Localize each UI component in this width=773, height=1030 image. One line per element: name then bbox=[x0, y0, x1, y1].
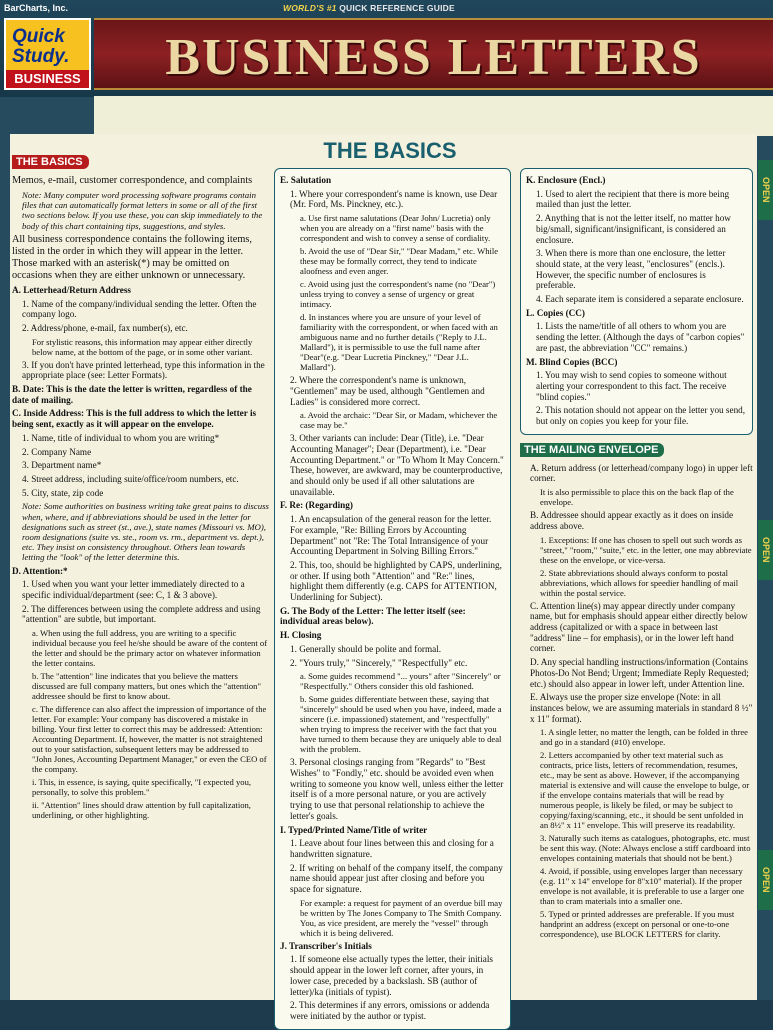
list-item: 2. This determines if any errors, omissions or addenda were initiated by the author or typist. bbox=[290, 1000, 490, 1021]
logo-line-quick: Quick bbox=[12, 26, 65, 47]
enclosure-box bbox=[520, 168, 753, 435]
list-subitem: d. In instances where you are unsure of your level of familiarity with the correspondent, or when faced with an ambiguous name and no further details ("Reply to J.L. Mallard"), it is permissible to use the full name after "Dear"(e.g. "Dear Lucretia Pinckney," "Dear J.L. Mallard"). bbox=[300, 312, 498, 373]
list-item: 1. Used to alert the recipient that there is more being mailed than just the letter. bbox=[536, 188, 730, 210]
list-subitem: a. Some guides recommend "... yours" after "Sincerely" or "Respectfully." Others consider this old fashioned. bbox=[300, 671, 501, 692]
cream-top-band bbox=[94, 96, 773, 136]
item-heading: G. The Body of the Letter: The letter itself (see: individual areas below). bbox=[280, 605, 466, 627]
list-subitem: b. Avoid the use of "Dear Sir," "Dear Madam," etc. While these may be formally correct, they tend to indicate aloofness and even anger. bbox=[300, 246, 499, 277]
list-subitem: It is also permissible to place this on the back flap of the envelope. bbox=[540, 487, 734, 508]
item-heading: B. Date: This is the date the letter is written, regardless of the date of mailing. bbox=[12, 384, 252, 405]
list-subitem: 5. Typed or printed addresses are preferable. If you must handprint an address (except on personal or one-to-one correspondence), use BLOCK LETTERS for clarity. bbox=[540, 909, 735, 940]
tagline bbox=[283, 3, 455, 13]
salutation-box bbox=[274, 168, 511, 1030]
list-item: 1. Lists the name/title of all others to whom you are sending the letter. (Although the days of "carbon copies" are past, the abbreviation "CC" remains.) bbox=[536, 321, 745, 353]
list-item: 2. The differences between using the complete address and using "attention" are subtle, but important. bbox=[22, 603, 261, 625]
list-subitem: b. Some guides differentiate between these, saying that "sincerely" should be used when you have, indeed, made a sincere (i.e. impassioned) statement, and "respectfully" when trying to impress the receiver with the fact that you have turned to them because they are uniquely able to deal with the problem. bbox=[300, 694, 502, 755]
list-item: A. Return address (or letterhead/company logo) in upper left corner. bbox=[530, 462, 753, 484]
list-subitem: ii. "Attention" lines should draw attention by full capitalization, underlining, or other highlighting. bbox=[32, 800, 251, 821]
list-item: 2. This notation should not appear on the letter you send, but only on copies you keep for your file. bbox=[536, 405, 746, 427]
note-text: Note: Some authorities on business writing take great pains to discuss when, where, and if abbreviations should be used in the letter for designations such as street (st., ave.), state names (Missouri vs. MO), room designations (suite vs. ste., room vs. rm., department vs. dept.), etc. They insist on consistency throughout. Others lean towards letting the "look" of the letter determine this. bbox=[22, 501, 269, 563]
list-item: 2. Company Name bbox=[22, 446, 92, 457]
page-title: BUSINESS LETTERS bbox=[165, 29, 702, 86]
list-item: 3. Other variants can include: Dear (Title), i.e. "Dear Accounting Manager"; Dear (Department), i.e. "Dear Accounting Department." or "To Whom It May Concern." These, however, are awkward, may be counterproductive, and should only be used if all other salutations are unavailable. bbox=[290, 433, 504, 497]
left-strip bbox=[0, 134, 10, 1000]
section-heading-envelope: THE MAILING ENVELOPE bbox=[520, 443, 664, 457]
list-item: 2. Address/phone, e-mail, fax number(s), etc. bbox=[22, 322, 188, 333]
list-subitem: 2. Letters accompanied by other text material such as contracts, price lists, letters of recommendation, resumes, etc., may be sent as above. However, if the accompanying material is extensive and will cause the envelope to bulge, or if the envelope contains materials that will be read by numerous people, is likely be filed, or may be subject to copying/faxing/scanning, etc., it should be sent unfolded in an 8½" x 11" envelope. This will preserve its readability. bbox=[540, 750, 750, 831]
list-subitem: a. When using the full address, you are writing to a specific individual because you feel he/she should be aware of the content of the letter and should be the primary actor on whatever information the letter contains. bbox=[32, 628, 268, 669]
open-tab: OPEN bbox=[758, 520, 773, 580]
list-item: 2. If writing on behalf of the company itself, the company name should appear just after closing and before you space for signature. bbox=[290, 862, 503, 895]
item-heading: I. Typed/Printed Name/Title of writer bbox=[280, 824, 428, 835]
item-heading: J. Transcriber's Initials bbox=[280, 940, 372, 951]
list-item: 1. An encapsulation of the general reason for the letter. For example, "Re: Billing Errors by Accounting Department" not "Re: The Total Intransigence of your Accounting Department in Solving Billing Errors." bbox=[290, 514, 492, 557]
column-basics bbox=[12, 155, 269, 1000]
list-item: 1. Leave about four lines between this and closing for a handwritten signature. bbox=[290, 838, 494, 859]
list-item: 1. Used when you want your letter immediately directed to a specific individual/department (see: C, 1 & 3 above). bbox=[22, 579, 245, 600]
list-item: C. Attention line(s) may appear directly under company name, but for emphasis should appear either directly below address (capitalized or with a space in between last "address" line – for emphasis), or in the lower left hand corner. bbox=[530, 600, 748, 654]
logo-line-study: Study. bbox=[12, 46, 70, 67]
item-heading: A. Letterhead/Return Address bbox=[12, 284, 132, 295]
list-item: 1. If someone else actually types the letter, their initials should appear in the lower left corner, after yours, in lower case, preceded by a backslash. SB (author of letter)/ka (initials of typist). bbox=[290, 954, 493, 997]
open-tab: OPEN bbox=[758, 160, 773, 220]
header bbox=[0, 0, 773, 97]
list-item: 3. If you don't have printed letterhead, type this information in the appropriate place (see: Letter Formats). bbox=[22, 359, 265, 381]
list-item: 1. Name of the company/individual sending the letter. Often the company logo. bbox=[22, 298, 257, 320]
publisher-name: BarCharts, Inc. bbox=[4, 3, 69, 13]
list-item: 5. City, state, zip code bbox=[22, 487, 104, 498]
title-band bbox=[94, 18, 773, 90]
list-item: 2. Where the correspondent's name is unknown, "Gentlemen" may be used, although "Gentlemen and Ladies" is considered more correct. bbox=[290, 375, 485, 407]
list-subitem: 3. Naturally such items as catalogues, photographs, etc. must be sent this way. (Note: Always enclose a stiff cardboard into envelopes containing materials that should not be bent.) bbox=[540, 833, 751, 864]
item-heading: D. Attention:* bbox=[12, 565, 68, 576]
list-subitem: c. The difference can also affect the impression of importance of the letter. For example: Your company has discovered a mistake in billing. Your first letter to correct this may be addressed: Attention: Accounting Department. If, however, the matter is not straightened out to your satisfaction, subsequent letters may be addressed to "John Jones, Accounting Department Manager," or even the CEO of the company. bbox=[32, 704, 267, 775]
list-item: 1. Generally should be polite and formal. bbox=[290, 643, 442, 654]
list-item: 2. Anything that is not the letter itself, no matter how big/small, significant/insignificant, is considered an enclosure. bbox=[536, 213, 731, 245]
column-enclosure-envelope bbox=[520, 168, 753, 1000]
item-heading: F. Re: (Regarding) bbox=[280, 500, 353, 511]
logo-line-business: BUSINESS bbox=[6, 70, 89, 88]
list-subitem: a. Avoid the archaic: "Dear Sir, or Madam, whichever the case may be." bbox=[300, 410, 498, 431]
item-heading: L. Copies (CC) bbox=[526, 307, 585, 318]
list-item: B. Addressee should appear exactly as it does on inside address above. bbox=[530, 510, 734, 531]
list-subitem: a. Use first name salutations (Dear John/ Lucretia) only when you are already on a "first name" basis with the correspondent and wish to convey a sense of cordiality. bbox=[300, 213, 491, 244]
list-item: 1. Where your correspondent's name is known, use Dear (Mr. Ford, Ms. Pinckney, etc.). bbox=[290, 188, 498, 210]
list-item: 1. Name, title of individual to whom you are writing* bbox=[22, 432, 220, 443]
list-item: 2. This, too, should be highlighted by CAPS, underlining, or other. If using both "Attention" and "Re:" lines, highlight them differently (e.g. CAPS for ATTENTION, Underlining for Subject). bbox=[290, 559, 502, 603]
list-item: E. Always use the proper size envelope (Note: in all instances below, we are assuming materials in standard 8 ½" x 11" format). bbox=[530, 692, 753, 724]
list-item: 3. Personal closings ranging from "Regards" to "Best Wishes" to "Fondly," etc. should be avoided even when writing to someone you know well, unless either the letter itself is of a more personal nature, or you are actively trying to use that personal relationship to achieve the letter's goals. bbox=[290, 757, 504, 821]
list-item: 3. Department name* bbox=[22, 460, 102, 471]
list-item: 3. When there is more than one enclosure, the letter should state, at the very least, "enclosures" (encls.). However, the specific number of enclosures is preferable. bbox=[536, 248, 726, 291]
list-item: 4. Street address, including suite/office/room numbers, etc. bbox=[22, 473, 239, 484]
item-heading: E. Salutation bbox=[280, 175, 332, 185]
column-salutation bbox=[274, 168, 511, 1021]
open-tab: OPEN bbox=[758, 850, 773, 910]
intro-text: Memos, e-mail, customer correspondence, and complaints bbox=[12, 175, 253, 186]
quickstudy-logo bbox=[4, 18, 91, 90]
list-subitem: i. This, in essence, is saying, quite specifically, "I expected you, personally, to solve this problem." bbox=[32, 777, 252, 798]
basics-banner: THE BASICS bbox=[323, 138, 457, 163]
list-item: 2. "Yours truly," "Sincerely," "Respectfully" etc. bbox=[290, 657, 468, 668]
list-item: D. Any special handling instructions/information (Contains Photos-Do Not Bend; Urgent; Immediate Reply Requested; etc.) should also appear in lower left, under Attention line. bbox=[530, 657, 749, 689]
list-subitem: For stylistic reasons, this information may appear either directly below name, at the bottom of the page, or in some other variant. bbox=[32, 336, 253, 357]
item-heading: M. Blind Copies (BCC) bbox=[526, 356, 618, 367]
list-item: 1. You may wish to send copies to someone without alerting your correspondent to this fact. The receive "blind copies." bbox=[536, 370, 727, 402]
list-subitem: c. Avoid using just the correspondent's name (no "Dear") unless trying to convey a sense of urgency or great intimacy. bbox=[300, 279, 496, 310]
list-subitem: For example: a request for payment of an overdue bill may be written by The Jones Company to The Smith Company. You, as vice president, are merely the "vessel" through which it is being delivered. bbox=[300, 897, 503, 938]
tagline-brand: WORLD'S #1 bbox=[283, 3, 337, 13]
list-subitem: 1. A single letter, no matter the length, can be folded in three and go in a standard (#10) envelope. bbox=[540, 727, 748, 748]
tagline-text: QUICK REFERENCE GUIDE bbox=[339, 3, 455, 13]
list-subitem: 4. Avoid, if possible, using envelopes larger than necessary (e.g. 11" x 14" envelope for 8"x10" material). If the proper envelope is not available, it is preferable to use a larger one than to cram materials into a smaller one. bbox=[540, 866, 745, 907]
item-heading: K. Enclosure (Encl.) bbox=[526, 175, 606, 185]
item-heading: C. Inside Address: This is the full address to which the letter is being sent, exactly as it will appear on the envelope. bbox=[12, 408, 257, 430]
list-subitem: 2. State abbreviations should always conform to postal abbreviations, which allows for speedier handling of mail within the postal service. bbox=[540, 567, 739, 598]
section-heading-basics: THE BASICS bbox=[12, 155, 89, 169]
list-item: 4. Each separate item is considered a separate enclosure. bbox=[536, 294, 744, 305]
note-text: Note: Many computer word processing software programs contain files that can automatically format letters in some or all of the first two sections below. If you use these, you can skip immediately to the body of this chart containing tips, suggestions, and styles. bbox=[22, 190, 263, 231]
item-heading: H. Closing bbox=[280, 630, 322, 641]
list-subitem: b. The "attention" line indicates that you believe the matters discussed are full company matters, but ones which the "attention" addressee should be first to know about. bbox=[32, 671, 261, 702]
lead-text: All business correspondence contains the following items, listed in the order in which they will appear in the letter. Those marked with an asterisk(*) may be omitted on occasions when they are either unknown or unnecessary. bbox=[12, 233, 252, 281]
list-subitem: 1. Exceptions: If one has chosen to spell out such words as "street," "room," "suite," etc. in the letter, one may abbreviate these on the envelope, or vice-versa. bbox=[540, 534, 752, 565]
